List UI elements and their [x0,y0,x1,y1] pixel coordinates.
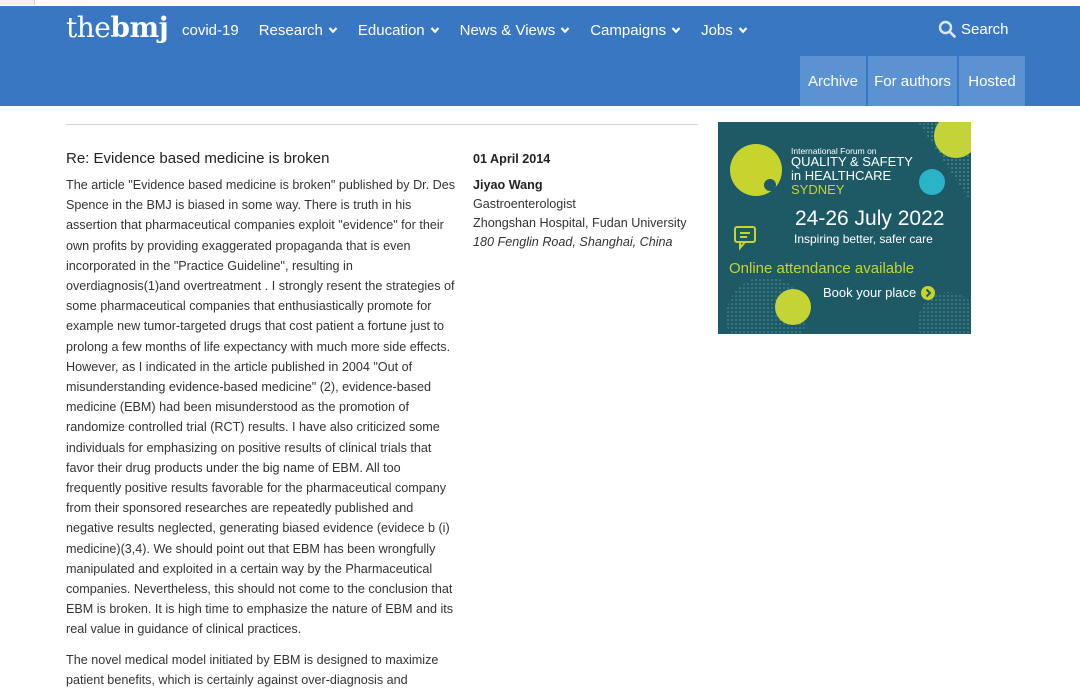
browser-tab-fragment[interactable] [0,0,35,5]
article-body [66,148,458,690]
nav-label: covid-19 [182,21,239,39]
ad-dates: 24-26 July 2022 [795,207,945,230]
content-divider [66,124,698,125]
author-name: Jiyao Wang [473,178,543,192]
advert-banner[interactable] [718,122,971,334]
main-nav [182,20,768,40]
ad-line-1: International Forum on [791,146,877,156]
ad-line-4: SYDNEY [791,182,845,197]
logo-light-part: the [66,11,111,44]
chevron-down-icon [671,25,681,35]
nav-label: Jobs [701,21,733,39]
chevron-down-icon [430,25,440,35]
author-role: Gastroenterologist [473,197,576,211]
ad-line-3: in HEALTHCARE [791,168,892,183]
author-address: 180 Fenglin Road, Shanghai, China [473,235,673,249]
bmj-logo[interactable] [66,11,168,44]
search-button[interactable] [938,20,1009,38]
nav-label: Education [357,21,425,39]
author-affiliation: Zhongshan Hospital, Fudan University [473,216,687,230]
secondary-nav [798,56,1025,106]
nav-item-education[interactable] [358,22,440,39]
arrow-right-icon [921,286,935,300]
chevron-down-icon [328,25,338,35]
subnav-hosted[interactable]: Hosted [959,56,1025,106]
nav-label: Campaigns [590,21,667,39]
article-paragraph-2: The novel medical model initiated by EBM is designed to maximize patient benefits, which is certainly against over-diagnosis and [66,652,439,687]
ad-line-2: QUALITY & SAFETY [791,154,913,169]
nav-item-research[interactable] [259,22,338,39]
ad-book-label: Book your place [823,285,917,300]
article-paragraph-1: The article "Evidence based medicine is broken" published by Dr. Des Spence in the BMJ is biased in some way. There is truth in his assertion that pharmaceutical companies exploit "evidence" for their own profits by providing exaggerated propaganda that is even incorporated in the "Practice Guideline", resulting in overdiagnosis(1)and overtreatment . I strongly resent the strategies of some pharmaceutical companies that enthusiastically promote for example new tumor-targeted drugs that cost patient a fortune just to prolong a few months of life expectancy with much more side effects. However, as I indicated in the article published in 2004 "Out of misunderstanding evidence-based medicine" (2), evidence-based medicine (EBM) had been misunderstood as the promotion of randomize controlled trial (RCT) results. I have also criticized some individuals for emphasizing on positive results of clinical trials that favor their drug products under the big name of EBM. All too frequently positive results favorable for the pharmaceutical company from their sponsored researches are repeatedly published and negative results neglected, generating biased evidence (evidece b (i) medicine)(3,4). We should point out that EBM has been wrongfully manipulated and exploited in a certain way by the Pharmaceutical companies. Nevertheless, this should not come to the conclusion that EBM is broken. It is high time to emphasize the nature of EBM and its real value in guidance of clinical practices. [66,178,456,637]
subnav-archive[interactable]: Archive [800,56,866,106]
site-header [0,6,1080,106]
response-meta [473,150,703,252]
nav-item-campaigns[interactable] [590,22,681,39]
ad-tagline: Inspiring better, safer care [794,232,933,246]
chevron-down-icon [560,25,570,35]
nav-label: News & Views [459,21,556,39]
nav-item-news-views[interactable] [460,22,571,39]
ad-book-button[interactable] [823,285,935,300]
search-icon [938,20,956,38]
response-date: 01 April 2014 [473,152,551,166]
nav-item-covid-19[interactable] [182,22,239,39]
article-title: Re: Evidence based medicine is broken [66,150,330,167]
nav-label: Research [258,21,323,39]
subnav-for-authors[interactable]: For authors [868,56,957,106]
search-label: Search [961,20,1009,38]
logo-bold-part: bmj [110,11,169,44]
ad-online-note: Online attendance available [729,260,915,277]
chevron-down-icon [738,25,748,35]
nav-item-jobs[interactable] [701,22,748,39]
